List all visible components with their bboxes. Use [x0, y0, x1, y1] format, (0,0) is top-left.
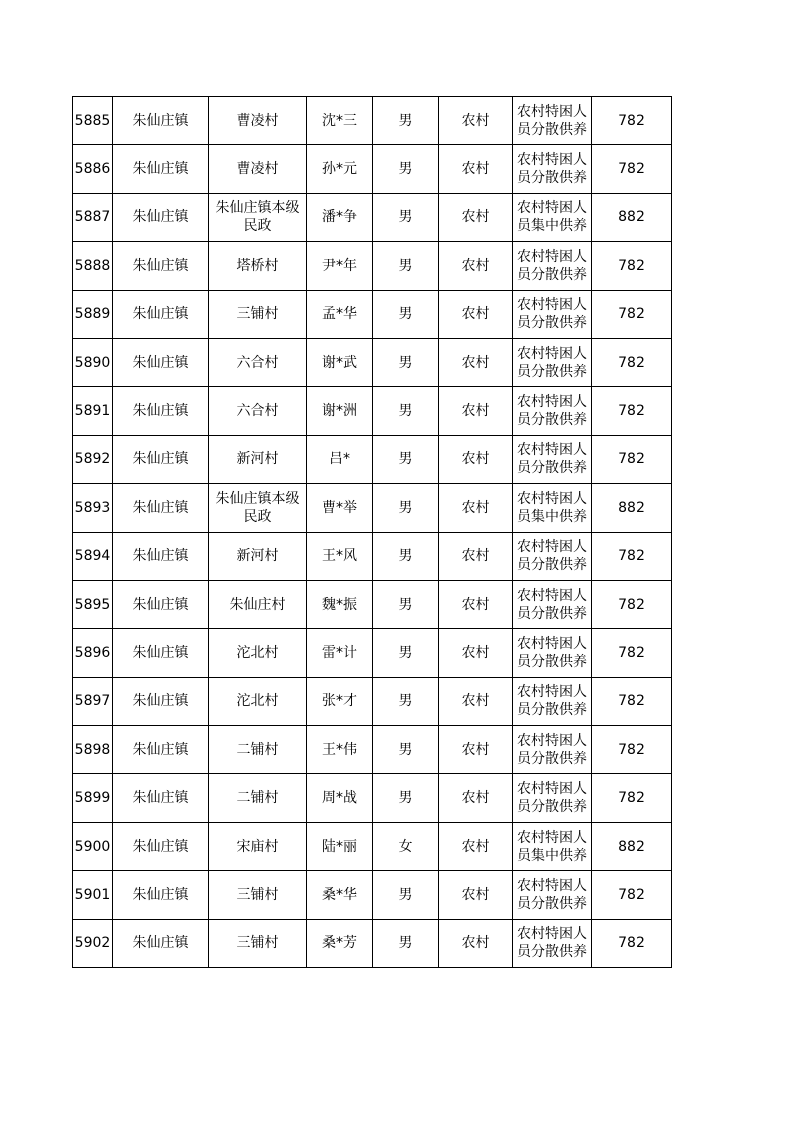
cell-village: 六合村 [209, 387, 307, 435]
cell-person-name: 尹*年 [307, 242, 373, 290]
cell-serial-number: 5891 [73, 387, 113, 435]
cell-serial-number: 5893 [73, 484, 113, 532]
cell-village: 朱仙庄村 [209, 580, 307, 628]
cell-gender: 男 [373, 484, 439, 532]
cell-gender: 男 [373, 193, 439, 241]
cell-village: 曹凌村 [209, 145, 307, 193]
cell-person-name: 魏*振 [307, 580, 373, 628]
table-row [73, 822, 672, 870]
cell-amount: 782 [592, 97, 672, 145]
table-row [73, 242, 672, 290]
cell-town: 朱仙庄镇 [113, 532, 209, 580]
cell-town: 朱仙庄镇 [113, 242, 209, 290]
cell-support-type: 农村特困人员分散供养 [513, 290, 592, 338]
cell-serial-number: 5887 [73, 193, 113, 241]
table-row [73, 677, 672, 725]
cell-support-type: 农村特困人员分散供养 [513, 726, 592, 774]
cell-gender: 男 [373, 242, 439, 290]
cell-town: 朱仙庄镇 [113, 145, 209, 193]
cell-gender: 女 [373, 822, 439, 870]
cell-area-type: 农村 [439, 822, 513, 870]
cell-town: 朱仙庄镇 [113, 677, 209, 725]
cell-person-name: 雷*计 [307, 629, 373, 677]
cell-gender: 男 [373, 387, 439, 435]
table-row [73, 145, 672, 193]
cell-amount: 782 [592, 629, 672, 677]
table-row [73, 484, 672, 532]
table-row [73, 387, 672, 435]
table-row [73, 726, 672, 774]
cell-serial-number: 5886 [73, 145, 113, 193]
cell-serial-number: 5890 [73, 338, 113, 386]
cell-area-type: 农村 [439, 532, 513, 580]
cell-village: 朱仙庄镇本级民政 [209, 484, 307, 532]
cell-support-type: 农村特困人员分散供养 [513, 774, 592, 822]
cell-town: 朱仙庄镇 [113, 629, 209, 677]
cell-support-type: 农村特困人员分散供养 [513, 871, 592, 919]
cell-support-type: 农村特困人员分散供养 [513, 387, 592, 435]
cell-amount: 782 [592, 435, 672, 483]
cell-gender: 男 [373, 290, 439, 338]
cell-amount: 782 [592, 242, 672, 290]
table-row [73, 338, 672, 386]
cell-area-type: 农村 [439, 580, 513, 628]
cell-person-name: 陆*丽 [307, 822, 373, 870]
cell-serial-number: 5900 [73, 822, 113, 870]
cell-area-type: 农村 [439, 387, 513, 435]
table-row [73, 435, 672, 483]
cell-gender: 男 [373, 338, 439, 386]
cell-area-type: 农村 [439, 338, 513, 386]
cell-serial-number: 5896 [73, 629, 113, 677]
cell-support-type: 农村特困人员分散供养 [513, 677, 592, 725]
cell-town: 朱仙庄镇 [113, 822, 209, 870]
cell-area-type: 农村 [439, 193, 513, 241]
cell-town: 朱仙庄镇 [113, 774, 209, 822]
cell-area-type: 农村 [439, 435, 513, 483]
table-row [73, 629, 672, 677]
cell-serial-number: 5885 [73, 97, 113, 145]
cell-village: 二铺村 [209, 726, 307, 774]
table-row [73, 580, 672, 628]
cell-person-name: 周*战 [307, 774, 373, 822]
cell-town: 朱仙庄镇 [113, 387, 209, 435]
cell-amount: 882 [592, 822, 672, 870]
cell-gender: 男 [373, 774, 439, 822]
cell-serial-number: 5894 [73, 532, 113, 580]
cell-area-type: 农村 [439, 677, 513, 725]
cell-serial-number: 5901 [73, 871, 113, 919]
cell-gender: 男 [373, 580, 439, 628]
cell-area-type: 农村 [439, 726, 513, 774]
cell-area-type: 农村 [439, 871, 513, 919]
cell-support-type: 农村特困人员集中供养 [513, 193, 592, 241]
cell-amount: 782 [592, 290, 672, 338]
cell-town: 朱仙庄镇 [113, 97, 209, 145]
cell-person-name: 桑*华 [307, 871, 373, 919]
cell-support-type: 农村特困人员分散供养 [513, 629, 592, 677]
table-row [73, 919, 672, 967]
cell-gender: 男 [373, 677, 439, 725]
cell-serial-number: 5899 [73, 774, 113, 822]
cell-town: 朱仙庄镇 [113, 484, 209, 532]
cell-area-type: 农村 [439, 774, 513, 822]
cell-village: 二铺村 [209, 774, 307, 822]
cell-person-name: 孟*华 [307, 290, 373, 338]
cell-person-name: 潘*争 [307, 193, 373, 241]
cell-town: 朱仙庄镇 [113, 580, 209, 628]
cell-person-name: 沈*三 [307, 97, 373, 145]
cell-support-type: 农村特困人员分散供养 [513, 580, 592, 628]
table-row [73, 532, 672, 580]
cell-village: 新河村 [209, 435, 307, 483]
cell-serial-number: 5889 [73, 290, 113, 338]
cell-support-type: 农村特困人员分散供养 [513, 242, 592, 290]
cell-amount: 782 [592, 532, 672, 580]
cell-support-type: 农村特困人员分散供养 [513, 919, 592, 967]
cell-support-type: 农村特困人员集中供养 [513, 822, 592, 870]
cell-amount: 782 [592, 677, 672, 725]
cell-amount: 882 [592, 484, 672, 532]
cell-person-name: 王*伟 [307, 726, 373, 774]
cell-village: 三铺村 [209, 919, 307, 967]
cell-gender: 男 [373, 629, 439, 677]
cell-serial-number: 5902 [73, 919, 113, 967]
cell-support-type: 农村特困人员分散供养 [513, 145, 592, 193]
cell-area-type: 农村 [439, 629, 513, 677]
table-row [73, 871, 672, 919]
cell-area-type: 农村 [439, 97, 513, 145]
cell-serial-number: 5892 [73, 435, 113, 483]
cell-amount: 782 [592, 145, 672, 193]
cell-person-name: 曹*举 [307, 484, 373, 532]
cell-village: 三铺村 [209, 290, 307, 338]
cell-village: 曹凌村 [209, 97, 307, 145]
cell-amount: 782 [592, 919, 672, 967]
cell-village: 新河村 [209, 532, 307, 580]
cell-town: 朱仙庄镇 [113, 435, 209, 483]
cell-amount: 782 [592, 580, 672, 628]
cell-person-name: 谢*洲 [307, 387, 373, 435]
cell-gender: 男 [373, 435, 439, 483]
table-row [73, 193, 672, 241]
cell-village: 六合村 [209, 338, 307, 386]
table-body [73, 97, 672, 968]
cell-person-name: 谢*武 [307, 338, 373, 386]
cell-person-name: 吕* [307, 435, 373, 483]
cell-village: 沱北村 [209, 629, 307, 677]
cell-serial-number: 5898 [73, 726, 113, 774]
cell-amount: 882 [592, 193, 672, 241]
cell-person-name: 王*风 [307, 532, 373, 580]
cell-amount: 782 [592, 726, 672, 774]
table-row [73, 97, 672, 145]
cell-support-type: 农村特困人员分散供养 [513, 532, 592, 580]
cell-village: 沱北村 [209, 677, 307, 725]
table-row [73, 774, 672, 822]
cell-area-type: 农村 [439, 145, 513, 193]
cell-amount: 782 [592, 871, 672, 919]
cell-village: 宋庙村 [209, 822, 307, 870]
cell-village: 塔桥村 [209, 242, 307, 290]
cell-gender: 男 [373, 532, 439, 580]
cell-village: 三铺村 [209, 871, 307, 919]
cell-village: 朱仙庄镇本级民政 [209, 193, 307, 241]
cell-person-name: 孙*元 [307, 145, 373, 193]
cell-town: 朱仙庄镇 [113, 290, 209, 338]
cell-town: 朱仙庄镇 [113, 871, 209, 919]
cell-serial-number: 5895 [73, 580, 113, 628]
cell-gender: 男 [373, 145, 439, 193]
beneficiary-table [72, 96, 672, 968]
cell-gender: 男 [373, 97, 439, 145]
cell-amount: 782 [592, 338, 672, 386]
cell-person-name: 张*才 [307, 677, 373, 725]
cell-amount: 782 [592, 774, 672, 822]
cell-support-type: 农村特困人员分散供养 [513, 338, 592, 386]
table-row [73, 290, 672, 338]
cell-gender: 男 [373, 919, 439, 967]
cell-gender: 男 [373, 726, 439, 774]
cell-area-type: 农村 [439, 484, 513, 532]
cell-support-type: 农村特困人员分散供养 [513, 97, 592, 145]
cell-town: 朱仙庄镇 [113, 193, 209, 241]
cell-person-name: 桑*芳 [307, 919, 373, 967]
cell-gender: 男 [373, 871, 439, 919]
cell-town: 朱仙庄镇 [113, 338, 209, 386]
cell-area-type: 农村 [439, 242, 513, 290]
cell-area-type: 农村 [439, 290, 513, 338]
cell-support-type: 农村特困人员分散供养 [513, 435, 592, 483]
cell-serial-number: 5897 [73, 677, 113, 725]
cell-town: 朱仙庄镇 [113, 919, 209, 967]
cell-amount: 782 [592, 387, 672, 435]
cell-serial-number: 5888 [73, 242, 113, 290]
cell-town: 朱仙庄镇 [113, 726, 209, 774]
cell-area-type: 农村 [439, 919, 513, 967]
cell-support-type: 农村特困人员集中供养 [513, 484, 592, 532]
